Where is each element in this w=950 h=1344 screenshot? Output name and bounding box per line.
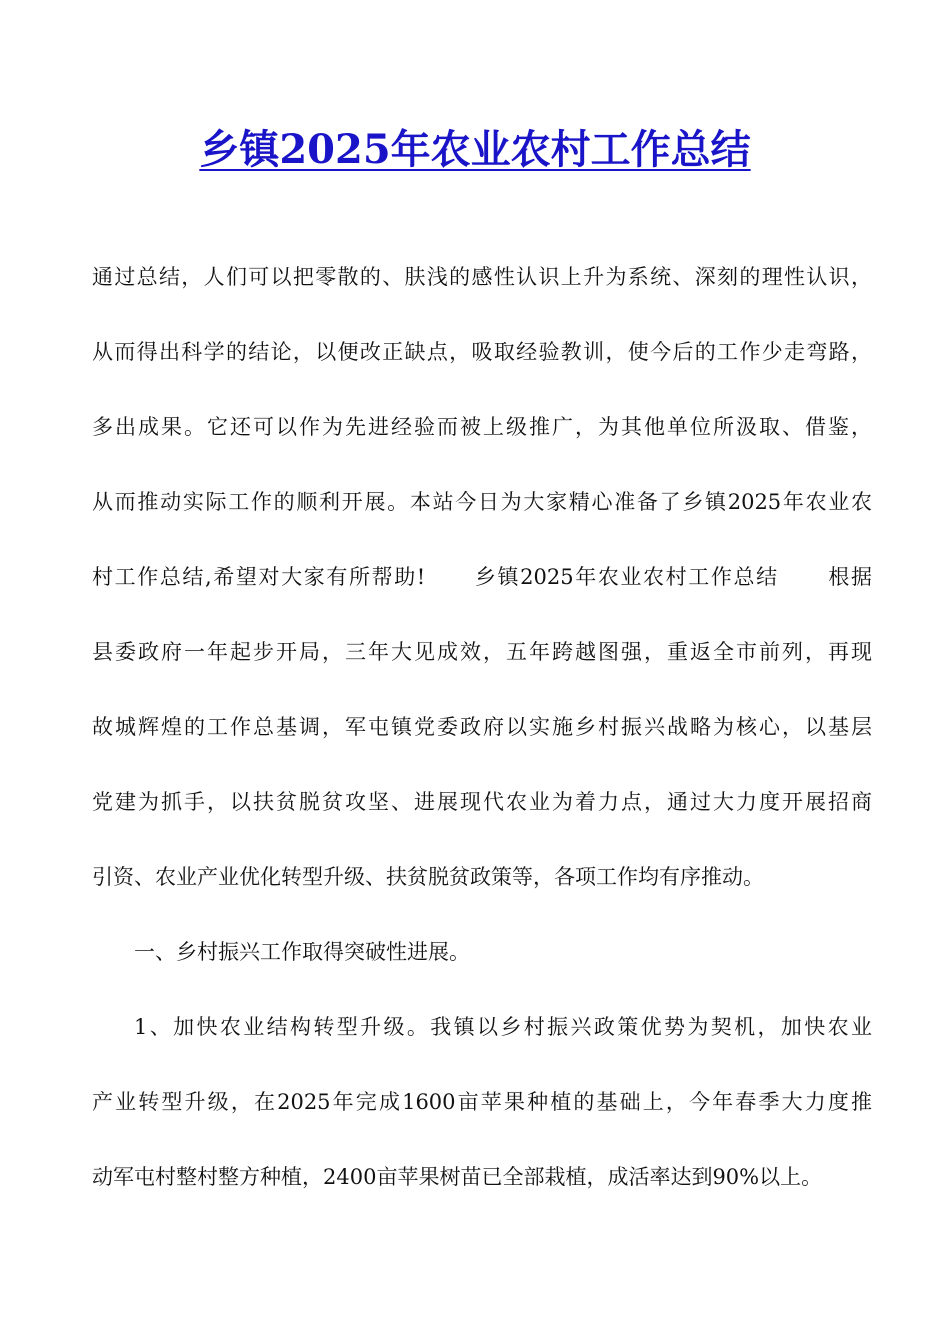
document-body	[92, 246, 872, 1221]
body-line-7: 故城辉煌的工作总基调，军屯镇党委政府以实施乡村振兴战略为核心，以基层	[92, 715, 872, 739]
body-line-1: 通过总结，人们可以把零散的、肤浅的感性认识上升为系统、深刻的理性认识，	[92, 265, 872, 289]
body-line-9: 引资、农业产业优化转型升级、扶贫脱贫政策等，各项工作均有序推动。	[92, 865, 764, 889]
body-line-5: 村工作总结,希望对大家有所帮助! 乡镇2025年农业农村工作总结 根据	[92, 565, 872, 589]
section-heading: 一、乡村振兴工作取得突破性进展。	[134, 940, 470, 964]
document-title	[0, 120, 950, 180]
body-line-8: 党建为抓手，以扶贫脱贫攻坚、进展现代农业为着力点，通过大力度开展招商	[92, 790, 872, 814]
body-line-6: 县委政府一年起步开局，三年大见成效，五年跨越图强，重返全市前列，再现	[92, 640, 872, 664]
body-line-2: 从而得出科学的结论，以便改正缺点，吸取经验教训，使今后的工作少走弯路，	[92, 340, 872, 364]
body-line-11: 1、加快农业结构转型升级。我镇以乡村振兴政策优势为契机，加快农业	[134, 1015, 872, 1039]
body-line-12: 产业转型升级，在2025年完成1600亩苹果种植的基础上，今年春季大力度推	[92, 1090, 872, 1114]
body-line-3: 多出成果。它还可以作为先进经验而被上级推广，为其他单位所汲取、借鉴，	[92, 415, 872, 439]
document-title-link[interactable]: 乡镇2025年农业农村工作总结	[199, 126, 751, 173]
body-line-4: 从而推动实际工作的顺利开展。本站今日为大家精心准备了乡镇2025年农业农	[92, 490, 872, 514]
body-line-13: 动军屯村整村整方种植，2400亩苹果树苗已全部栽植，成活率达到90%以上。	[92, 1165, 823, 1189]
